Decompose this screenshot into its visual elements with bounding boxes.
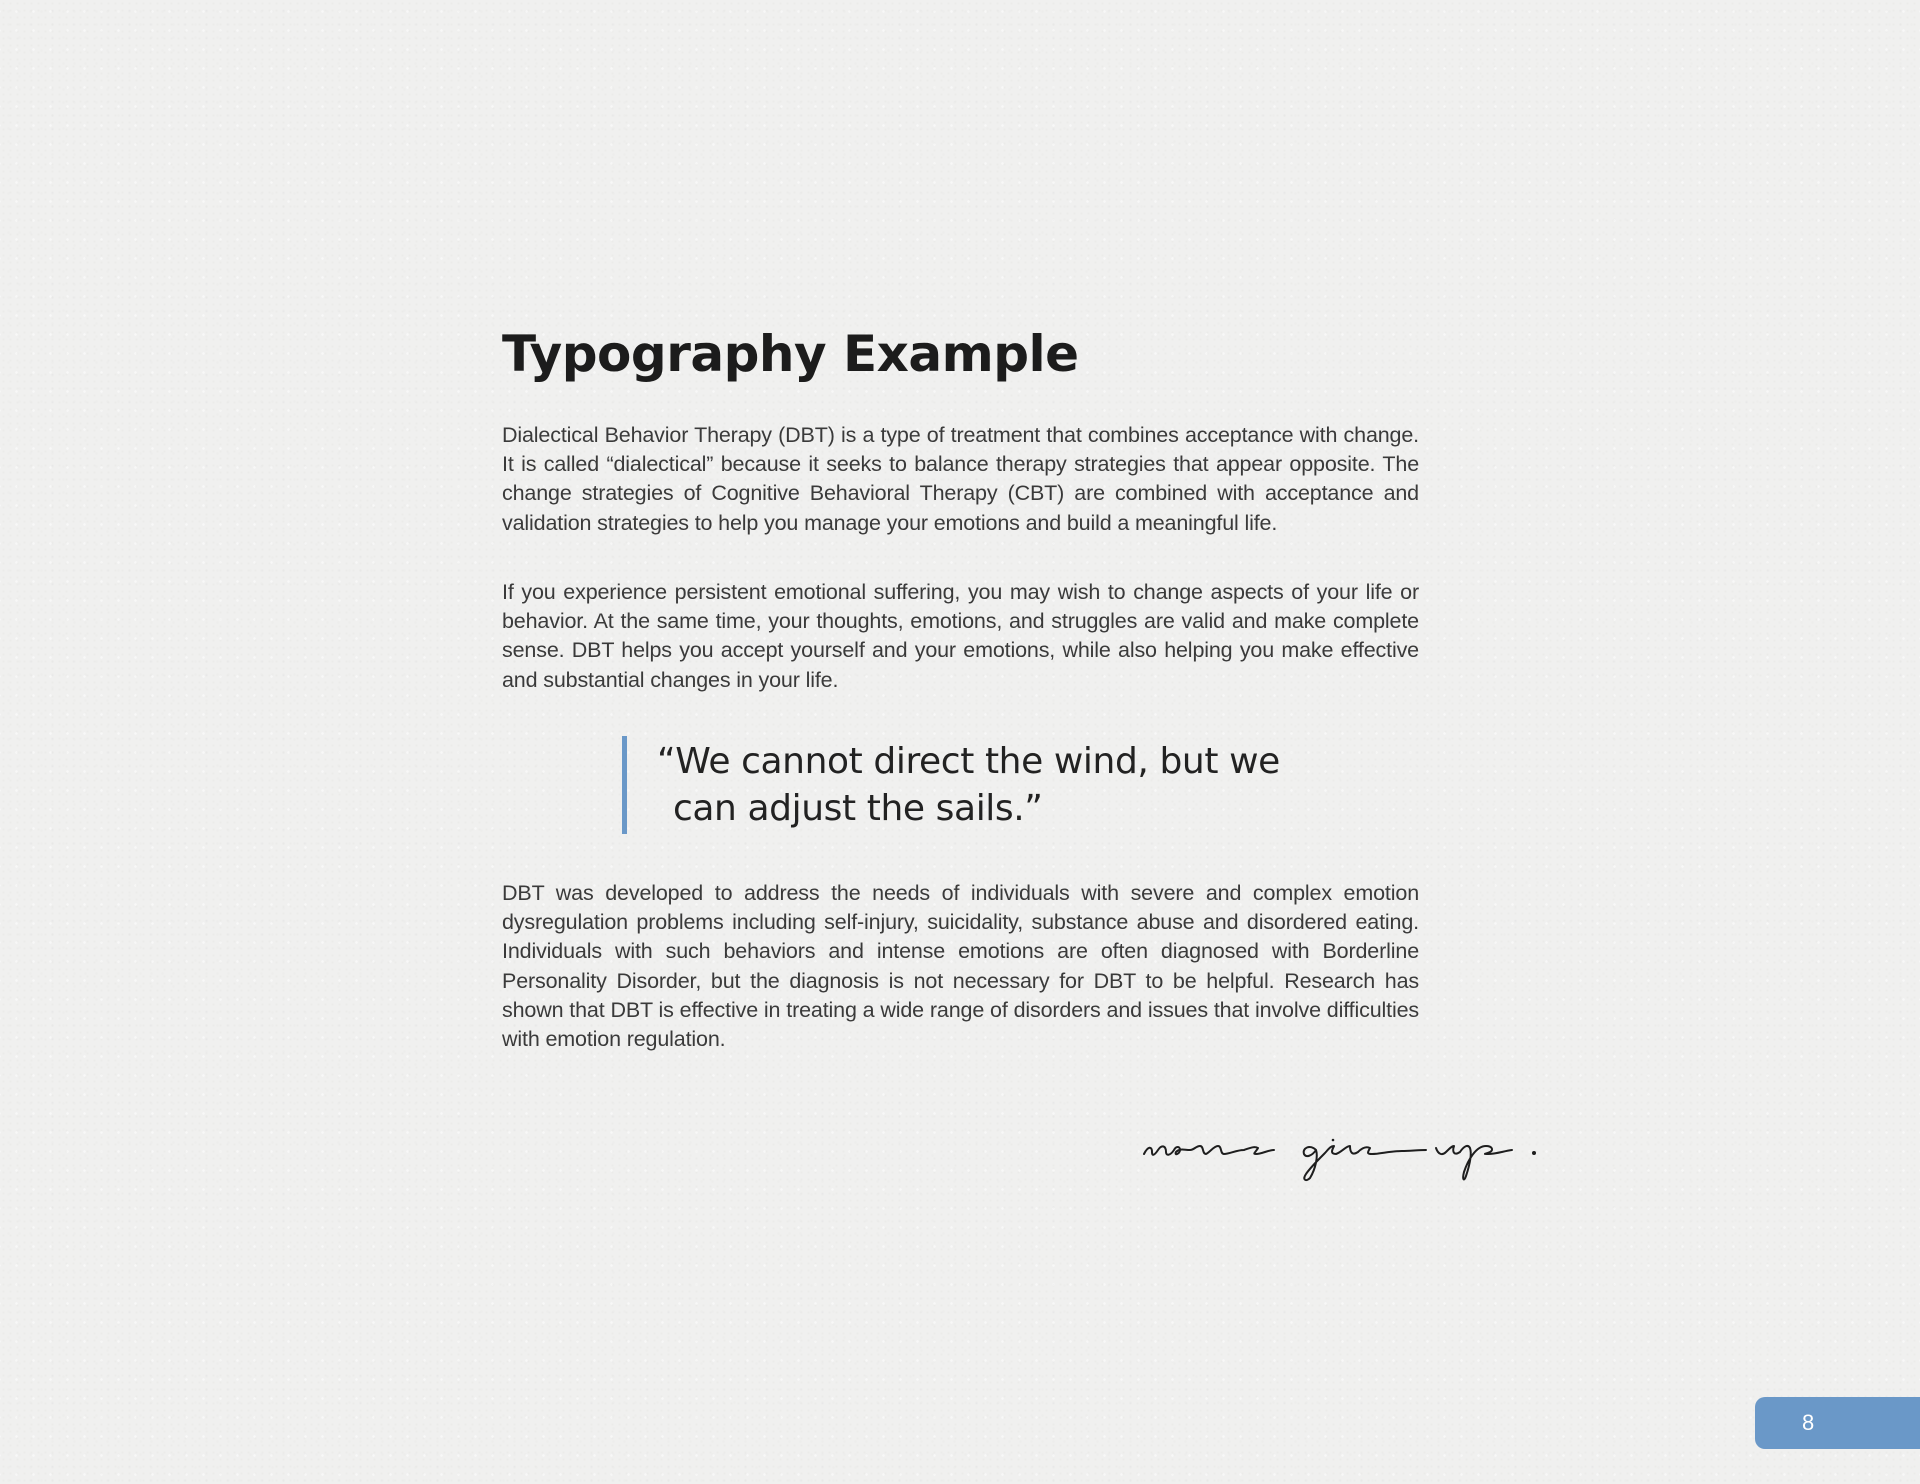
handwritten-signature — [1140, 1124, 1570, 1184]
page-number: 8 — [1802, 1410, 1815, 1435]
pull-quote-text — [657, 738, 1297, 832]
body-paragraph-3: DBT was developed to address the needs of individuals with severe and complex emotion dysregulation problems including self-injury, suicidality, substance abuse and disordered eating. Individuals with such behaviors and intense emotions are often diagnosed with Borderline Personality Disorder, but the diagnosis is not necessary for DBT to be helpful. Research has shown that DBT is effective in treating a wide range of disorders and issues that involve difficulties with emotion regulation. — [502, 881, 1419, 1052]
body-paragraph-2: If you experience persistent emotional suffering, you may wish to change aspects of your life or behavior. At the same time, your thoughts, emotions, and struggles are valid and make complete sense. DBT helps you accept yourself and your emotions, while also helping you make effective and substantial changes in your life. — [502, 580, 1419, 692]
page-number-tab — [1755, 1397, 1920, 1449]
body-paragraph-1: Dialectical Behavior Therapy (DBT) is a type of treatment that combines acceptance with change. It is called “dialectical” because it seeks to balance therapy strategies that appear opposite. The change strategies of Cognitive Behavioral Therapy (CBT) are combined with acceptance and validation strategies to help you manage your emotions and build a meaningful life. — [502, 423, 1419, 535]
pull-quote-line-1: “We cannot direct the wind, but we — [657, 741, 1280, 782]
pull-quote — [622, 736, 1297, 834]
pull-quote-line-2: can adjust the sails.” — [673, 788, 1043, 829]
page-title: Typography Example — [502, 325, 1079, 383]
